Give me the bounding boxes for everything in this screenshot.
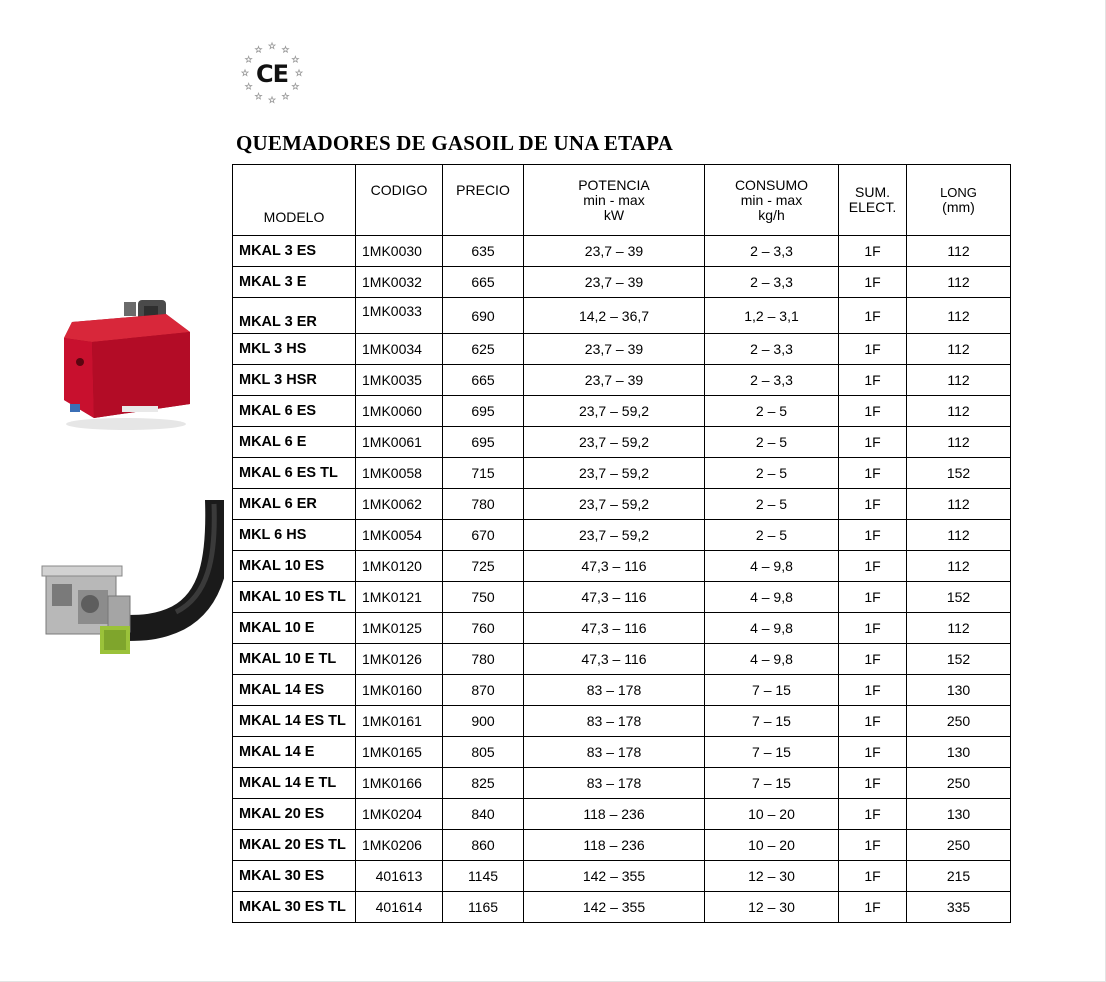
table-row <box>233 365 1011 396</box>
cell-long: 112 <box>907 236 1011 267</box>
cell-codigo: 1MK0125 <box>356 613 443 644</box>
cell-long: 130 <box>907 675 1011 706</box>
cell-consumo: 10 – 20 <box>705 799 839 830</box>
cell-codigo: 1MK0033 <box>356 298 443 334</box>
cell-potencia: 14,2 – 36,7 <box>524 298 705 334</box>
cell-long: 250 <box>907 706 1011 737</box>
cell-modelo: MKAL 6 E <box>233 427 356 458</box>
cell-codigo: 1MK0062 <box>356 489 443 520</box>
cell-consumo: 2 – 5 <box>705 396 839 427</box>
cell-long: 112 <box>907 334 1011 365</box>
cell-precio: 860 <box>443 830 524 861</box>
cell-precio: 825 <box>443 768 524 799</box>
cell-long: 112 <box>907 489 1011 520</box>
cell-sum-elect: 1F <box>839 298 907 334</box>
cell-long: 112 <box>907 267 1011 298</box>
table-row <box>233 520 1011 551</box>
cell-sum-elect: 1F <box>839 427 907 458</box>
table-row <box>233 861 1011 892</box>
cell-potencia: 83 – 178 <box>524 706 705 737</box>
table-row <box>233 737 1011 768</box>
cell-long: 112 <box>907 365 1011 396</box>
cell-potencia: 23,7 – 39 <box>524 236 705 267</box>
cell-consumo: 2 – 3,3 <box>705 236 839 267</box>
cell-long: 112 <box>907 520 1011 551</box>
cell-codigo: 1MK0166 <box>356 768 443 799</box>
cell-sum-elect: 1F <box>839 582 907 613</box>
cell-modelo: MKAL 3 ES <box>233 236 356 267</box>
cell-sum-elect: 1F <box>839 458 907 489</box>
cell-long: 112 <box>907 427 1011 458</box>
cell-long: 250 <box>907 768 1011 799</box>
cell-consumo: 7 – 15 <box>705 768 839 799</box>
ce-star <box>269 97 275 103</box>
ce-mark-logo <box>238 40 306 106</box>
cell-modelo: MKAL 14 E <box>233 737 356 768</box>
cell-potencia: 23,7 – 59,2 <box>524 520 705 551</box>
price-table <box>232 164 1011 923</box>
cell-modelo: MKAL 20 ES TL <box>233 830 356 861</box>
cell-precio: 695 <box>443 396 524 427</box>
table-row <box>233 613 1011 644</box>
cell-precio: 1165 <box>443 892 524 923</box>
cell-precio: 635 <box>443 236 524 267</box>
burner-hose-product-image <box>38 500 224 665</box>
header-codigo: CODIGO <box>356 165 443 236</box>
burner-product-image <box>58 300 194 432</box>
cell-long: 152 <box>907 582 1011 613</box>
table-row <box>233 427 1011 458</box>
cell-potencia: 23,7 – 39 <box>524 334 705 365</box>
cell-precio: 665 <box>443 267 524 298</box>
cell-precio: 780 <box>443 489 524 520</box>
cell-precio: 695 <box>443 427 524 458</box>
ce-star <box>242 70 248 76</box>
cell-codigo: 1MK0060 <box>356 396 443 427</box>
cell-long: 130 <box>907 737 1011 768</box>
header-consumo: CONSUMO min - max kg/h <box>705 165 839 236</box>
cell-consumo: 2 – 5 <box>705 489 839 520</box>
cell-consumo: 12 – 30 <box>705 892 839 923</box>
header-potencia: POTENCIA min - max kW <box>524 165 705 236</box>
cell-codigo: 1MK0054 <box>356 520 443 551</box>
cell-precio: 900 <box>443 706 524 737</box>
cell-sum-elect: 1F <box>839 551 907 582</box>
cell-consumo: 12 – 30 <box>705 861 839 892</box>
cell-modelo: MKL 3 HS <box>233 334 356 365</box>
cell-consumo: 1,2 – 3,1 <box>705 298 839 334</box>
cell-modelo: MKAL 10 E TL <box>233 644 356 675</box>
table-row <box>233 675 1011 706</box>
table-row <box>233 236 1011 267</box>
cell-precio: 780 <box>443 644 524 675</box>
cell-long: 215 <box>907 861 1011 892</box>
cell-potencia: 23,7 – 59,2 <box>524 489 705 520</box>
table-row <box>233 458 1011 489</box>
cell-precio: 725 <box>443 551 524 582</box>
ce-star <box>255 93 261 99</box>
cell-precio: 840 <box>443 799 524 830</box>
cell-sum-elect: 1F <box>839 768 907 799</box>
cell-consumo: 4 – 9,8 <box>705 551 839 582</box>
cell-potencia: 23,7 – 59,2 <box>524 427 705 458</box>
cell-codigo: 1MK0165 <box>356 737 443 768</box>
cell-codigo: 1MK0161 <box>356 706 443 737</box>
cell-precio: 625 <box>443 334 524 365</box>
cell-long: 112 <box>907 396 1011 427</box>
cell-modelo: MKAL 6 ES <box>233 396 356 427</box>
page-title: QUEMADORES DE GASOIL DE UNA ETAPA <box>236 131 673 155</box>
cell-modelo: MKAL 3 E <box>233 267 356 298</box>
cell-long: 335 <box>907 892 1011 923</box>
cell-codigo: 1MK0121 <box>356 582 443 613</box>
cell-consumo: 4 – 9,8 <box>705 613 839 644</box>
cell-precio: 670 <box>443 520 524 551</box>
ce-mark-text: CE <box>255 60 289 88</box>
cell-codigo: 1MK0035 <box>356 365 443 396</box>
table-row <box>233 706 1011 737</box>
cell-consumo: 2 – 5 <box>705 520 839 551</box>
cell-modelo: MKAL 14 E TL <box>233 768 356 799</box>
ce-star <box>269 43 275 49</box>
cell-modelo: MKAL 30 ES TL <box>233 892 356 923</box>
cell-consumo: 2 – 5 <box>705 458 839 489</box>
cell-sum-elect: 1F <box>839 644 907 675</box>
ce-star <box>282 93 288 99</box>
cell-sum-elect: 1F <box>839 675 907 706</box>
cell-precio: 805 <box>443 737 524 768</box>
cell-modelo: MKAL 14 ES <box>233 675 356 706</box>
cell-sum-elect: 1F <box>839 236 907 267</box>
header-modelo: MODELO <box>233 165 356 236</box>
cell-codigo: 401614 <box>356 892 443 923</box>
cell-codigo: 1MK0120 <box>356 551 443 582</box>
cell-codigo: 1MK0030 <box>356 236 443 267</box>
cell-codigo: 401613 <box>356 861 443 892</box>
cell-potencia: 47,3 – 116 <box>524 644 705 675</box>
table-row <box>233 892 1011 923</box>
cell-consumo: 4 – 9,8 <box>705 644 839 675</box>
ce-star <box>255 46 261 52</box>
cell-consumo: 2 – 3,3 <box>705 365 839 396</box>
table-row <box>233 267 1011 298</box>
cell-precio: 870 <box>443 675 524 706</box>
cell-modelo: MKAL 10 E <box>233 613 356 644</box>
table-row <box>233 582 1011 613</box>
cell-codigo: 1MK0160 <box>356 675 443 706</box>
cell-precio: 760 <box>443 613 524 644</box>
cell-sum-elect: 1F <box>839 861 907 892</box>
cell-precio: 690 <box>443 298 524 334</box>
cell-potencia: 83 – 178 <box>524 768 705 799</box>
cell-consumo: 7 – 15 <box>705 706 839 737</box>
cell-long: 250 <box>907 830 1011 861</box>
table-row <box>233 644 1011 675</box>
header-long: LONG (mm) <box>907 165 1011 236</box>
cell-precio: 715 <box>443 458 524 489</box>
cell-potencia: 83 – 178 <box>524 737 705 768</box>
table-row <box>233 551 1011 582</box>
table-row <box>233 830 1011 861</box>
cell-long: 130 <box>907 799 1011 830</box>
ce-star <box>282 46 288 52</box>
table-row <box>233 334 1011 365</box>
cell-potencia: 142 – 355 <box>524 861 705 892</box>
table-row <box>233 489 1011 520</box>
cell-potencia: 23,7 – 59,2 <box>524 396 705 427</box>
cell-sum-elect: 1F <box>839 334 907 365</box>
cell-potencia: 23,7 – 59,2 <box>524 458 705 489</box>
cell-sum-elect: 1F <box>839 737 907 768</box>
table-header-row <box>233 165 1011 236</box>
header-precio: PRECIO <box>443 165 524 236</box>
cell-long: 152 <box>907 644 1011 675</box>
cell-potencia: 118 – 236 <box>524 799 705 830</box>
cell-consumo: 2 – 5 <box>705 427 839 458</box>
cell-consumo: 7 – 15 <box>705 675 839 706</box>
cell-sum-elect: 1F <box>839 520 907 551</box>
cell-modelo: MKAL 14 ES TL <box>233 706 356 737</box>
cell-precio: 1145 <box>443 861 524 892</box>
cell-codigo: 1MK0126 <box>356 644 443 675</box>
ce-star <box>246 83 252 89</box>
table-row <box>233 396 1011 427</box>
cell-precio: 750 <box>443 582 524 613</box>
cell-modelo: MKAL 20 ES <box>233 799 356 830</box>
cell-potencia: 23,7 – 39 <box>524 365 705 396</box>
cell-precio: 665 <box>443 365 524 396</box>
cell-consumo: 2 – 3,3 <box>705 267 839 298</box>
cell-modelo: MKL 3 HSR <box>233 365 356 396</box>
cell-codigo: 1MK0206 <box>356 830 443 861</box>
cell-long: 112 <box>907 298 1011 334</box>
cell-potencia: 47,3 – 116 <box>524 582 705 613</box>
cell-potencia: 47,3 – 116 <box>524 551 705 582</box>
cell-consumo: 2 – 3,3 <box>705 334 839 365</box>
cell-potencia: 83 – 178 <box>524 675 705 706</box>
cell-long: 112 <box>907 551 1011 582</box>
cell-consumo: 10 – 20 <box>705 830 839 861</box>
cell-potencia: 23,7 – 39 <box>524 267 705 298</box>
cell-codigo: 1MK0204 <box>356 799 443 830</box>
cell-modelo: MKAL 30 ES <box>233 861 356 892</box>
header-sum-elect: SUM. ELECT. <box>839 165 907 236</box>
cell-sum-elect: 1F <box>839 365 907 396</box>
cell-sum-elect: 1F <box>839 706 907 737</box>
ce-star <box>246 56 252 62</box>
cell-sum-elect: 1F <box>839 799 907 830</box>
cell-sum-elect: 1F <box>839 396 907 427</box>
cell-potencia: 142 – 355 <box>524 892 705 923</box>
cell-sum-elect: 1F <box>839 267 907 298</box>
cell-potencia: 47,3 – 116 <box>524 613 705 644</box>
ce-star <box>292 56 298 62</box>
cell-modelo: MKAL 6 ER <box>233 489 356 520</box>
cell-consumo: 7 – 15 <box>705 737 839 768</box>
table-row <box>233 298 1011 334</box>
cell-modelo: MKAL 6 ES TL <box>233 458 356 489</box>
cell-codigo: 1MK0034 <box>356 334 443 365</box>
cell-codigo: 1MK0032 <box>356 267 443 298</box>
cell-potencia: 118 – 236 <box>524 830 705 861</box>
ce-star <box>292 83 298 89</box>
ce-star <box>296 70 302 76</box>
cell-consumo: 4 – 9,8 <box>705 582 839 613</box>
cell-modelo: MKL 6 HS <box>233 520 356 551</box>
cell-sum-elect: 1F <box>839 489 907 520</box>
cell-sum-elect: 1F <box>839 830 907 861</box>
cell-modelo: MKAL 10 ES TL <box>233 582 356 613</box>
cell-sum-elect: 1F <box>839 892 907 923</box>
cell-modelo: MKAL 10 ES <box>233 551 356 582</box>
cell-codigo: 1MK0058 <box>356 458 443 489</box>
cell-codigo: 1MK0061 <box>356 427 443 458</box>
table-row <box>233 799 1011 830</box>
cell-long: 112 <box>907 613 1011 644</box>
cell-sum-elect: 1F <box>839 613 907 644</box>
cell-modelo: MKAL 3 ER <box>233 298 356 334</box>
cell-long: 152 <box>907 458 1011 489</box>
table-row <box>233 768 1011 799</box>
